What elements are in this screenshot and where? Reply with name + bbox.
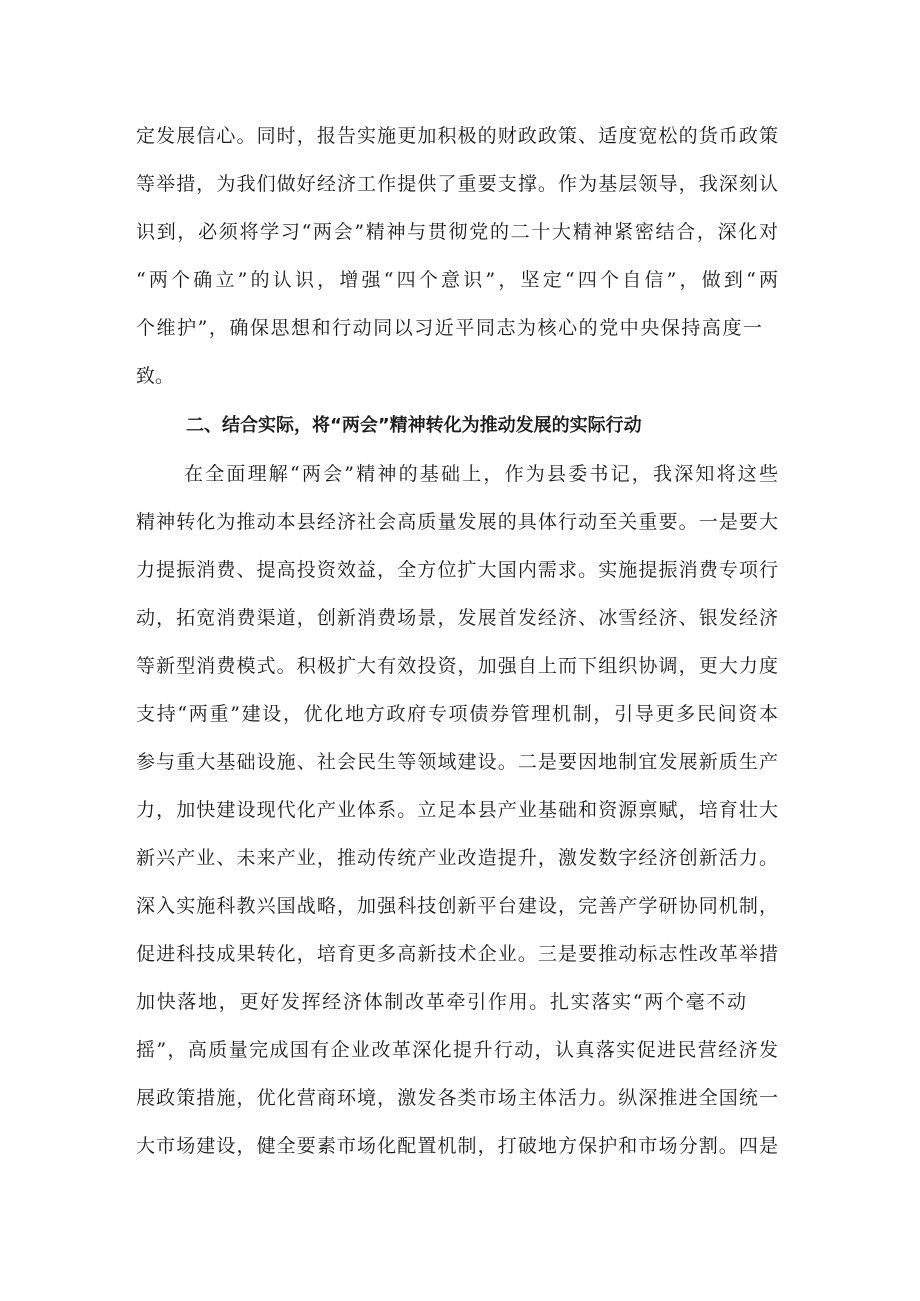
paragraph-2-line-4: 动，拓宽消费渠道，创新消费场景，发展首发经济、冰雪经济、银发经济 xyxy=(136,607,778,629)
paragraph-1-line-3: 识到，必须将学习“两会”精神与贯彻党的二十大精神紧密结合，深化对 xyxy=(136,221,778,243)
paragraph-2-line-9: 新兴产业、未来产业，推动传统产业改造提升，激发数字经济创新活力。 xyxy=(136,847,778,869)
paragraph-2-line-13: 摇”，高质量完成国有企业改革深化提升行动，认真落实促进民营经济发 xyxy=(136,1039,778,1061)
paragraph-2-line-12: 加快落地，更好发挥经济体制改革牵引作用。扎实落实“两个毫不动 xyxy=(136,991,746,1013)
paragraph-1-line-5: 个维护”，确保思想和行动同以习近平同志为核心的党中央保持高度一 xyxy=(136,317,762,339)
paragraph-1-line-1: 定发展信心。同时，报告实施更加积极的财政政策、适度宽松的货币政策 xyxy=(136,125,778,147)
paragraph-2-line-3: 力提振消费、提高投资效益，全方位扩大国内需求。实施提振消费专项行 xyxy=(136,559,778,581)
paragraph-2-line-8: 力，加快建设现代化产业体系。立足本县产业基础和资源禀赋，培育壮大 xyxy=(136,799,778,821)
paragraph-2-line-5: 等新型消费模式。积极扩大有效投资，加强自上而下组织协调，更大力度 xyxy=(136,655,778,677)
paragraph-2-line-10: 深入实施科教兴国战略，加强科技创新平台建设，完善产学研协同机制， xyxy=(136,895,778,917)
paragraph-1-line-4: “两个确立”的认识，增强“四个意识”，坚定“四个自信”，做到“两 xyxy=(136,269,778,291)
paragraph-2-line-1: 在全面理解“两会”精神的基础上，作为县委书记，我深知将这些 xyxy=(184,463,778,485)
section-heading-2: 二、结合实际，将“两会”精神转化为推动发展的实际行动 xyxy=(186,415,642,436)
paragraph-2-line-14: 展政策措施，优化营商环境，激发各类市场主体活力。纵深推进全国统一 xyxy=(136,1087,778,1109)
paragraph-2-line-2: 精神转化为推动本县经济社会高质量发展的具体行动至关重要。一是要大 xyxy=(136,511,778,533)
paragraph-1-line-6: 致。 xyxy=(136,365,175,387)
paragraph-2-line-6: 支持“两重”建设，优化地方政府专项债券管理机制，引导更多民间资本 xyxy=(136,703,778,725)
paragraph-2-line-11: 促进科技成果转化，培育更多高新技术企业。三是要推动标志性改革举措 xyxy=(136,943,778,965)
paragraph-2-line-7: 参与重大基础设施、社会民生等领域建设。二是要因地制宜发展新质生产 xyxy=(136,751,778,773)
paragraph-1-line-2: 等举措，为我们做好经济工作提供了重要支撑。作为基层领导，我深刻认 xyxy=(136,173,778,195)
paragraph-2-line-15: 大市场建设，健全要素市场化配置机制，打破地方保护和市场分割。四是 xyxy=(136,1135,778,1157)
